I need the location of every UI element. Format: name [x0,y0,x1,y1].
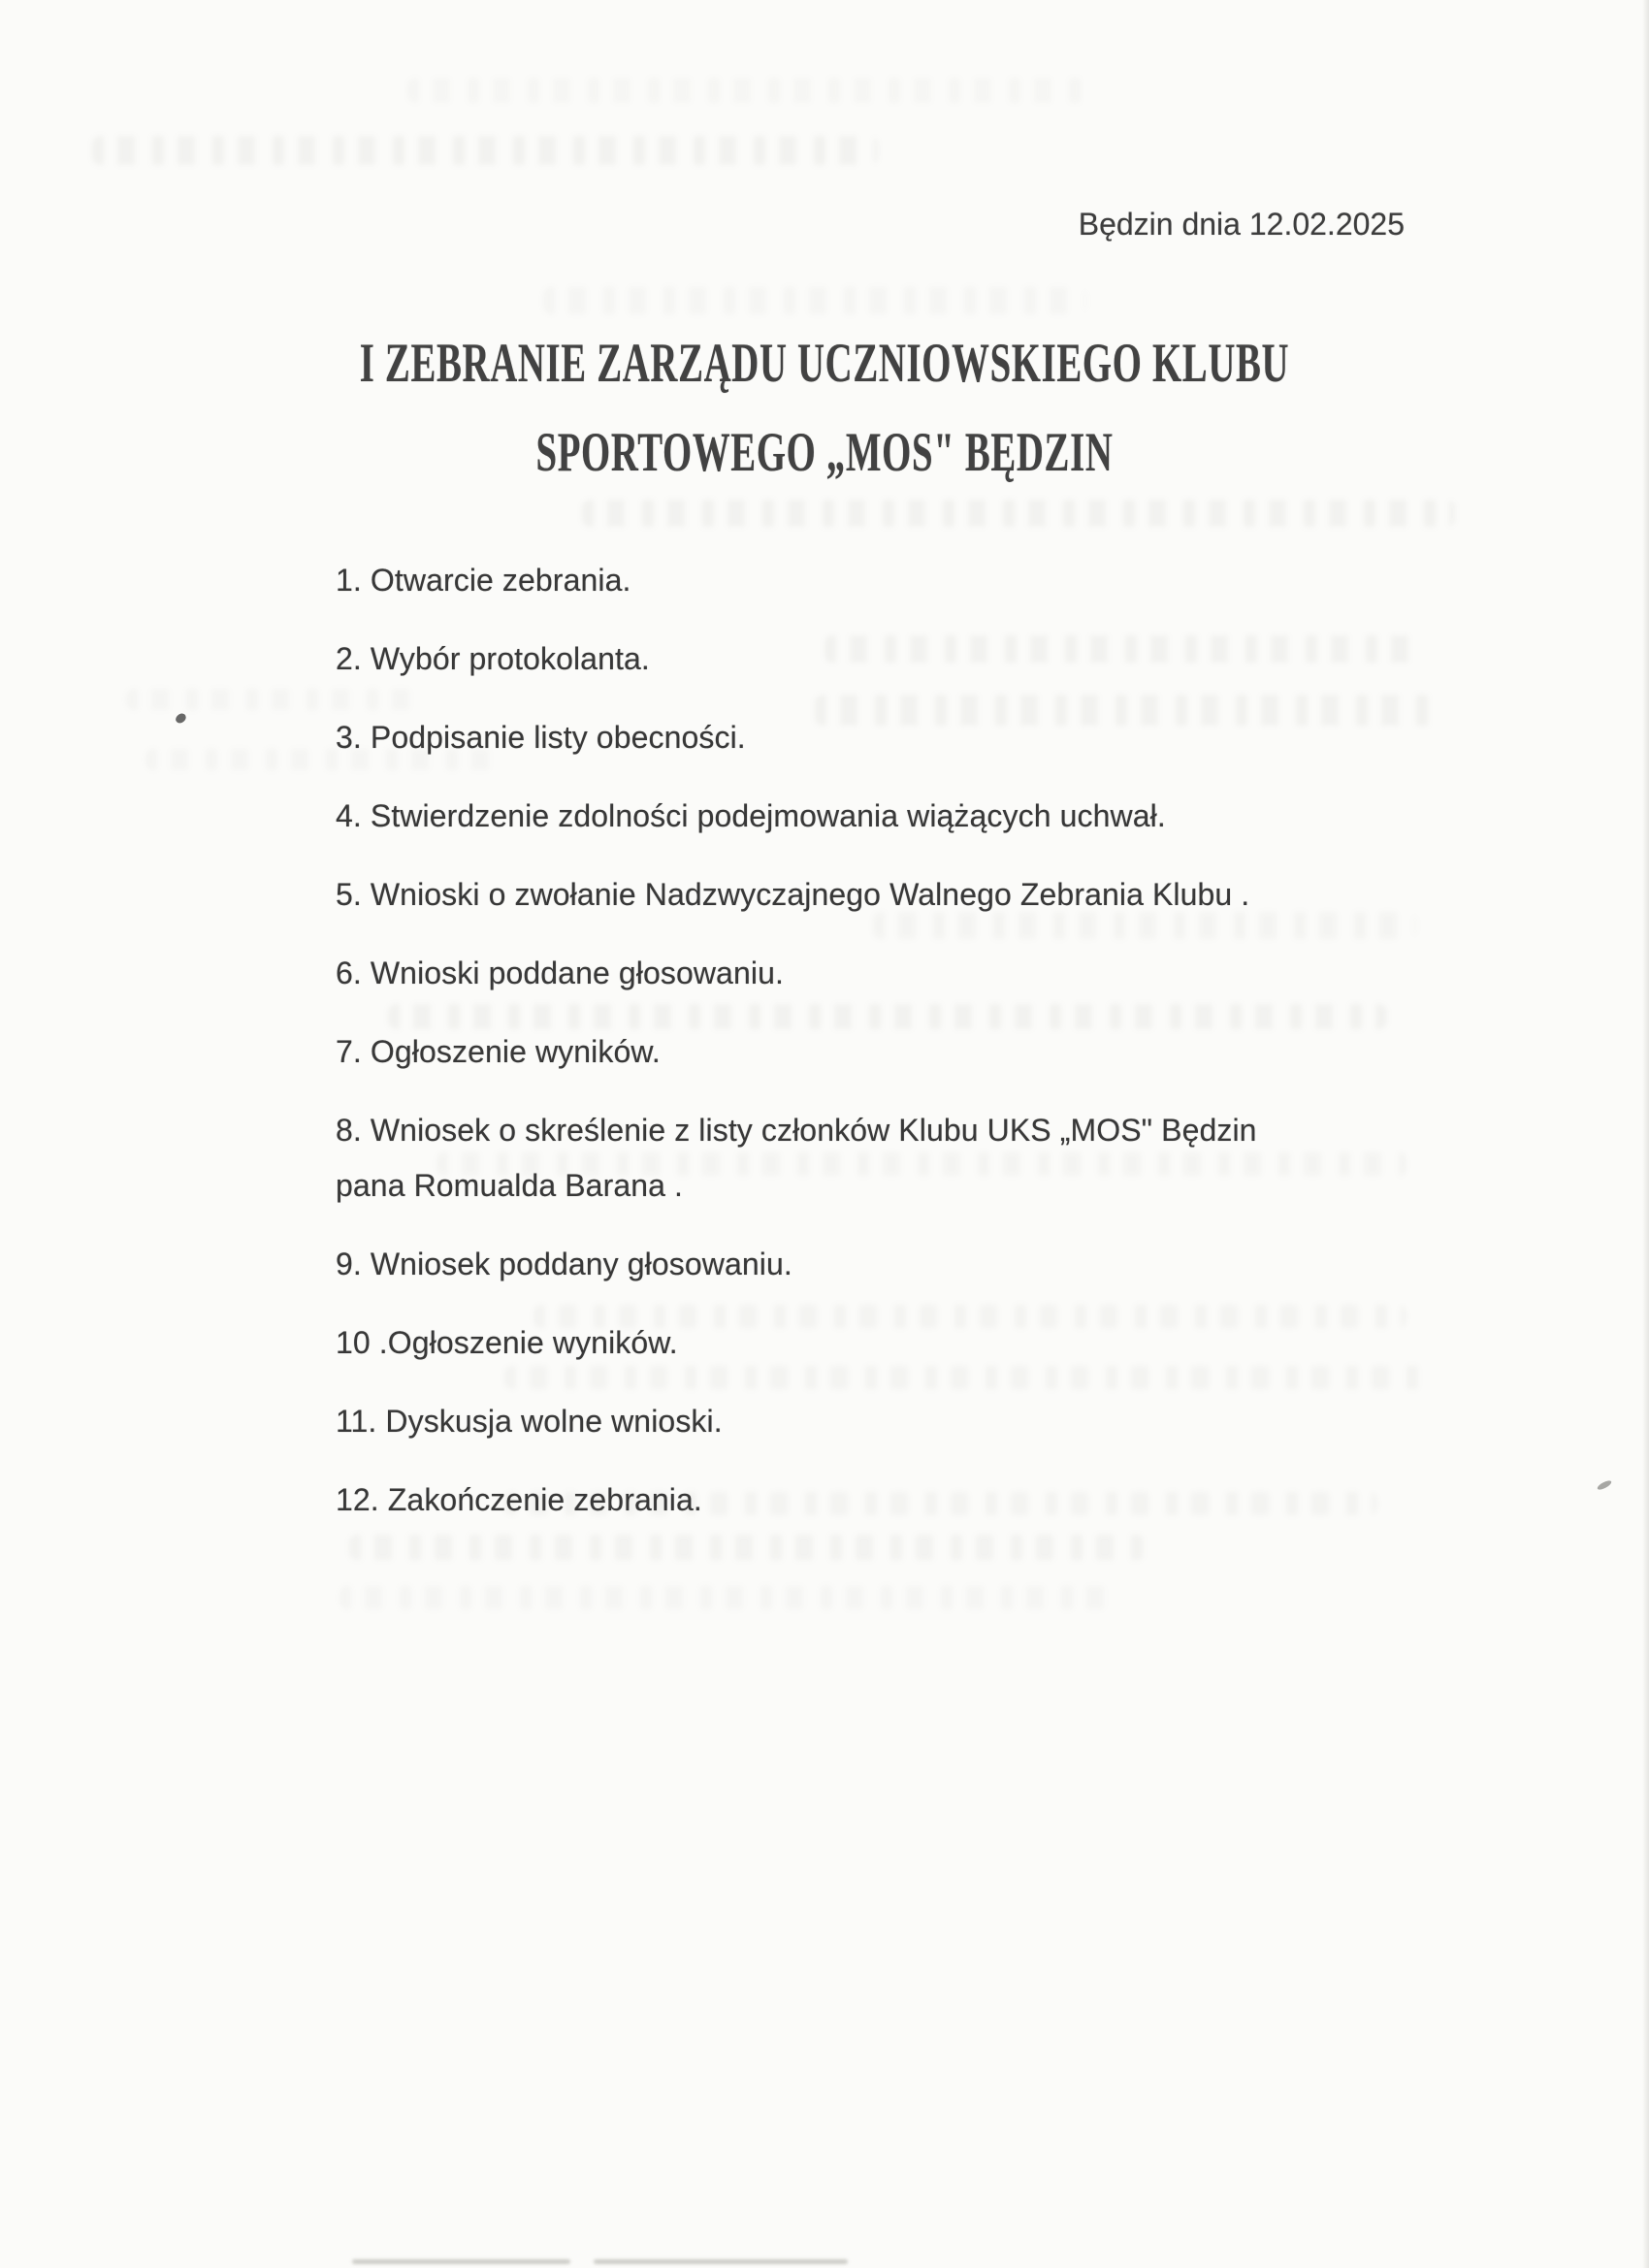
agenda-item-9: 9. Wniosek poddany głosowaniu. [336,1247,792,1281]
document-title-line-1: I ZEBRANIE ZARZĄDU UCZNIOWSKIEGO KLUBU [359,333,1290,394]
bleedthrough-band [543,287,1086,314]
agenda-item-1: 1. Otwarcie zebrania. [336,563,631,598]
bleedthrough-band [582,500,1455,527]
agenda-item-8-line-2: pana Romualda Barana . [336,1168,683,1203]
document-date: Będzin dnia 12.02.2025 [1078,207,1405,242]
agenda-item-5: 5. Wnioski o zwołanie Nadzwyczajnego Walnego Zebrania Klubu . [336,877,1250,912]
scan-speck [175,711,188,725]
agenda-item-12: 12. Zakończenie zebrania. [336,1482,702,1517]
agenda-item-10: 10 .Ogłoszenie wyników. [336,1325,678,1360]
scan-right-edge-shadow [1642,0,1649,2268]
scan-speck [1597,1479,1613,1492]
agenda-item-6: 6. Wnioski poddane głosowaniu. [336,956,784,990]
scan-edge-smudge [594,2259,848,2264]
agenda-item-11: 11. Dyskusja wolne wnioski. [336,1404,723,1439]
document-title-line-2: SPORTOWEGO „MOS" BĘDZIN [535,422,1114,483]
bleedthrough-band [407,78,1086,103]
agenda-item-8 [336,1103,1383,1214]
agenda-item-8-line-1: 8. Wniosek o skreślenie z listy członków Klubu UKS „MOS" Będzin [336,1113,1257,1148]
bleedthrough-band [340,1586,1116,1609]
agenda-item-7: 7. Ogłoszenie wyników. [336,1034,661,1069]
agenda-list [336,553,1383,1551]
scan-edge-smudge [352,2259,570,2264]
agenda-item-3: 3. Podpisanie listy obecności. [336,720,746,755]
agenda-item-4: 4. Stwierdzenie zdolności podejmowania wiążących uchwał. [336,798,1166,833]
bleedthrough-band [92,136,878,165]
agenda-item-2: 2. Wybór protokolanta. [336,641,650,676]
